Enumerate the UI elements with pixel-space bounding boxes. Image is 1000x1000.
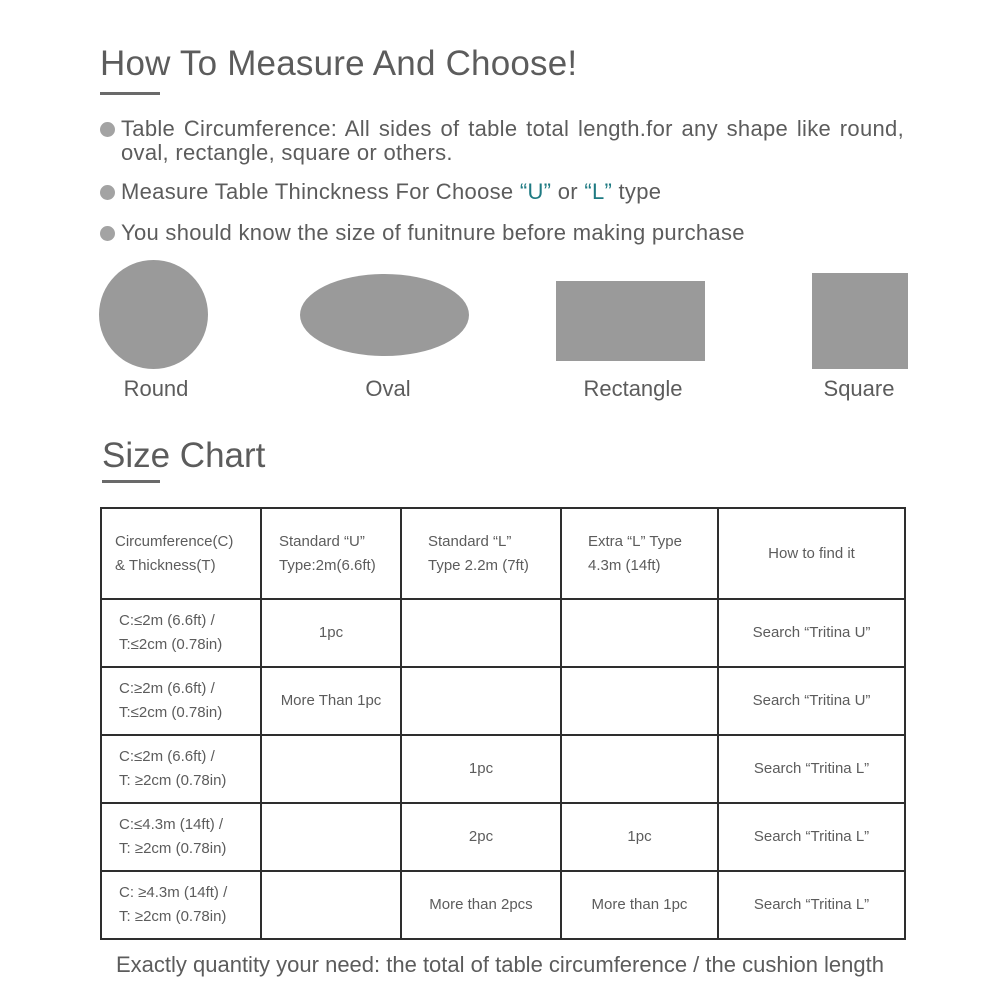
- header-standard-u: [261, 508, 401, 599]
- table-header-row: [101, 508, 905, 599]
- header-extra-l: [561, 508, 718, 599]
- table-row: [101, 599, 905, 667]
- footer-note: Exactly quantity your need: the total of table circumference / the cushion length: [115, 952, 884, 977]
- cell-standard-u: [261, 735, 401, 803]
- size-chart-underline: [102, 480, 160, 483]
- cell-how-to-find: Search “Tritina U”: [718, 667, 905, 735]
- cell-standard-l: [401, 667, 561, 735]
- cell-line: C:≤2m (6.6ft) /: [119, 748, 215, 765]
- cell-how-to-find: Search “Tritina L”: [718, 803, 905, 871]
- bullet-item-circumference: [100, 117, 904, 165]
- bullet-text: Table Circumference: All sides of table total length.for any shape like round, oval, rectangle, square or others.: [121, 116, 904, 165]
- header-line: Type:2m(6.6ft): [279, 556, 376, 574]
- cell-standard-l: More than 2pcs: [401, 871, 561, 939]
- bullet-item-furniture: [100, 221, 904, 245]
- bullet-dot-icon: [100, 226, 115, 241]
- header-line: Type 2.2m (7ft): [428, 556, 529, 574]
- bullet-dot-icon: [100, 122, 115, 137]
- bullet-text: You should know the size of funitnure before making purchase: [121, 220, 745, 245]
- cell-extra-l: [561, 599, 718, 667]
- table-row: [101, 871, 905, 939]
- round-label: Round: [123, 376, 189, 401]
- square-table-shape: [812, 273, 908, 369]
- header-line: Standard “L”: [428, 532, 512, 550]
- cell-extra-l: 1pc: [561, 803, 718, 871]
- bullet-text: Measure Table Thinckness For Choose: [121, 179, 520, 204]
- header-line: 4.3m (14ft): [588, 556, 661, 574]
- header-standard-l: [401, 508, 561, 599]
- cell-standard-l: 1pc: [401, 735, 561, 803]
- cell-how-to-find: Search “Tritina L”: [718, 735, 905, 803]
- oval-table-shape: [300, 274, 469, 356]
- bullet-dot-icon: [100, 185, 115, 200]
- cell-circumference: [101, 735, 261, 803]
- cell-circumference: [101, 667, 261, 735]
- header-line: Extra “L” Type: [588, 532, 682, 550]
- cell-circumference: [101, 871, 261, 939]
- cell-line: C:≥2m (6.6ft) /: [119, 680, 215, 697]
- cell-standard-u: More Than 1pc: [261, 667, 401, 735]
- round-table-shape: [99, 260, 208, 369]
- header-line: Circumference(C): [115, 532, 234, 550]
- bullet-list: [100, 117, 904, 245]
- cell-standard-l: 2pc: [401, 803, 561, 871]
- table-row: [101, 735, 905, 803]
- l-type-highlight: “L”: [584, 179, 613, 204]
- rectangle-table-shape: [556, 281, 705, 361]
- page-title: How To Measure And Choose!: [100, 44, 578, 83]
- cell-line: T: ≥2cm (0.78in): [119, 772, 227, 789]
- u-type-highlight: “U”: [519, 179, 552, 204]
- cell-line: C:≤2m (6.6ft) /: [119, 612, 215, 629]
- header-line: & Thickness(T): [115, 556, 216, 574]
- cell-standard-l: [401, 599, 561, 667]
- cell-line: C: ≥4.3m (14ft) /: [119, 884, 228, 901]
- cell-extra-l: [561, 735, 718, 803]
- header-line: How to find it: [768, 544, 855, 562]
- cell-standard-u: [261, 803, 401, 871]
- cell-extra-l: More than 1pc: [561, 871, 718, 939]
- cell-standard-u: [261, 871, 401, 939]
- cell-line: T: ≥2cm (0.78in): [119, 908, 227, 925]
- cell-how-to-find: Search “Tritina L”: [718, 871, 905, 939]
- oval-label: Oval: [365, 376, 411, 401]
- cell-line: T: ≥2cm (0.78in): [119, 840, 227, 857]
- cell-line: C:≤4.3m (14ft) /: [119, 816, 224, 833]
- header-line: Standard “U”: [279, 532, 365, 550]
- bullet-item-thickness: [100, 180, 904, 204]
- cell-circumference: [101, 803, 261, 871]
- cell-line: T:≤2cm (0.78in): [119, 704, 223, 721]
- size-chart-table: [100, 507, 906, 940]
- table-row: [101, 803, 905, 871]
- bullet-text: or: [551, 179, 585, 204]
- square-label: Square: [823, 376, 895, 401]
- bullet-text: type: [612, 179, 662, 204]
- rectangle-label: Rectangle: [583, 376, 683, 401]
- header-how-to-find: [718, 508, 905, 599]
- cell-standard-u: 1pc: [261, 599, 401, 667]
- size-chart-title: Size Chart: [102, 436, 266, 475]
- cell-how-to-find: Search “Tritina U”: [718, 599, 905, 667]
- cell-extra-l: [561, 667, 718, 735]
- cell-line: T:≤2cm (0.78in): [119, 636, 223, 653]
- cell-circumference: [101, 599, 261, 667]
- title-underline: [100, 92, 160, 95]
- table-row: [101, 667, 905, 735]
- header-circumference: [101, 508, 261, 599]
